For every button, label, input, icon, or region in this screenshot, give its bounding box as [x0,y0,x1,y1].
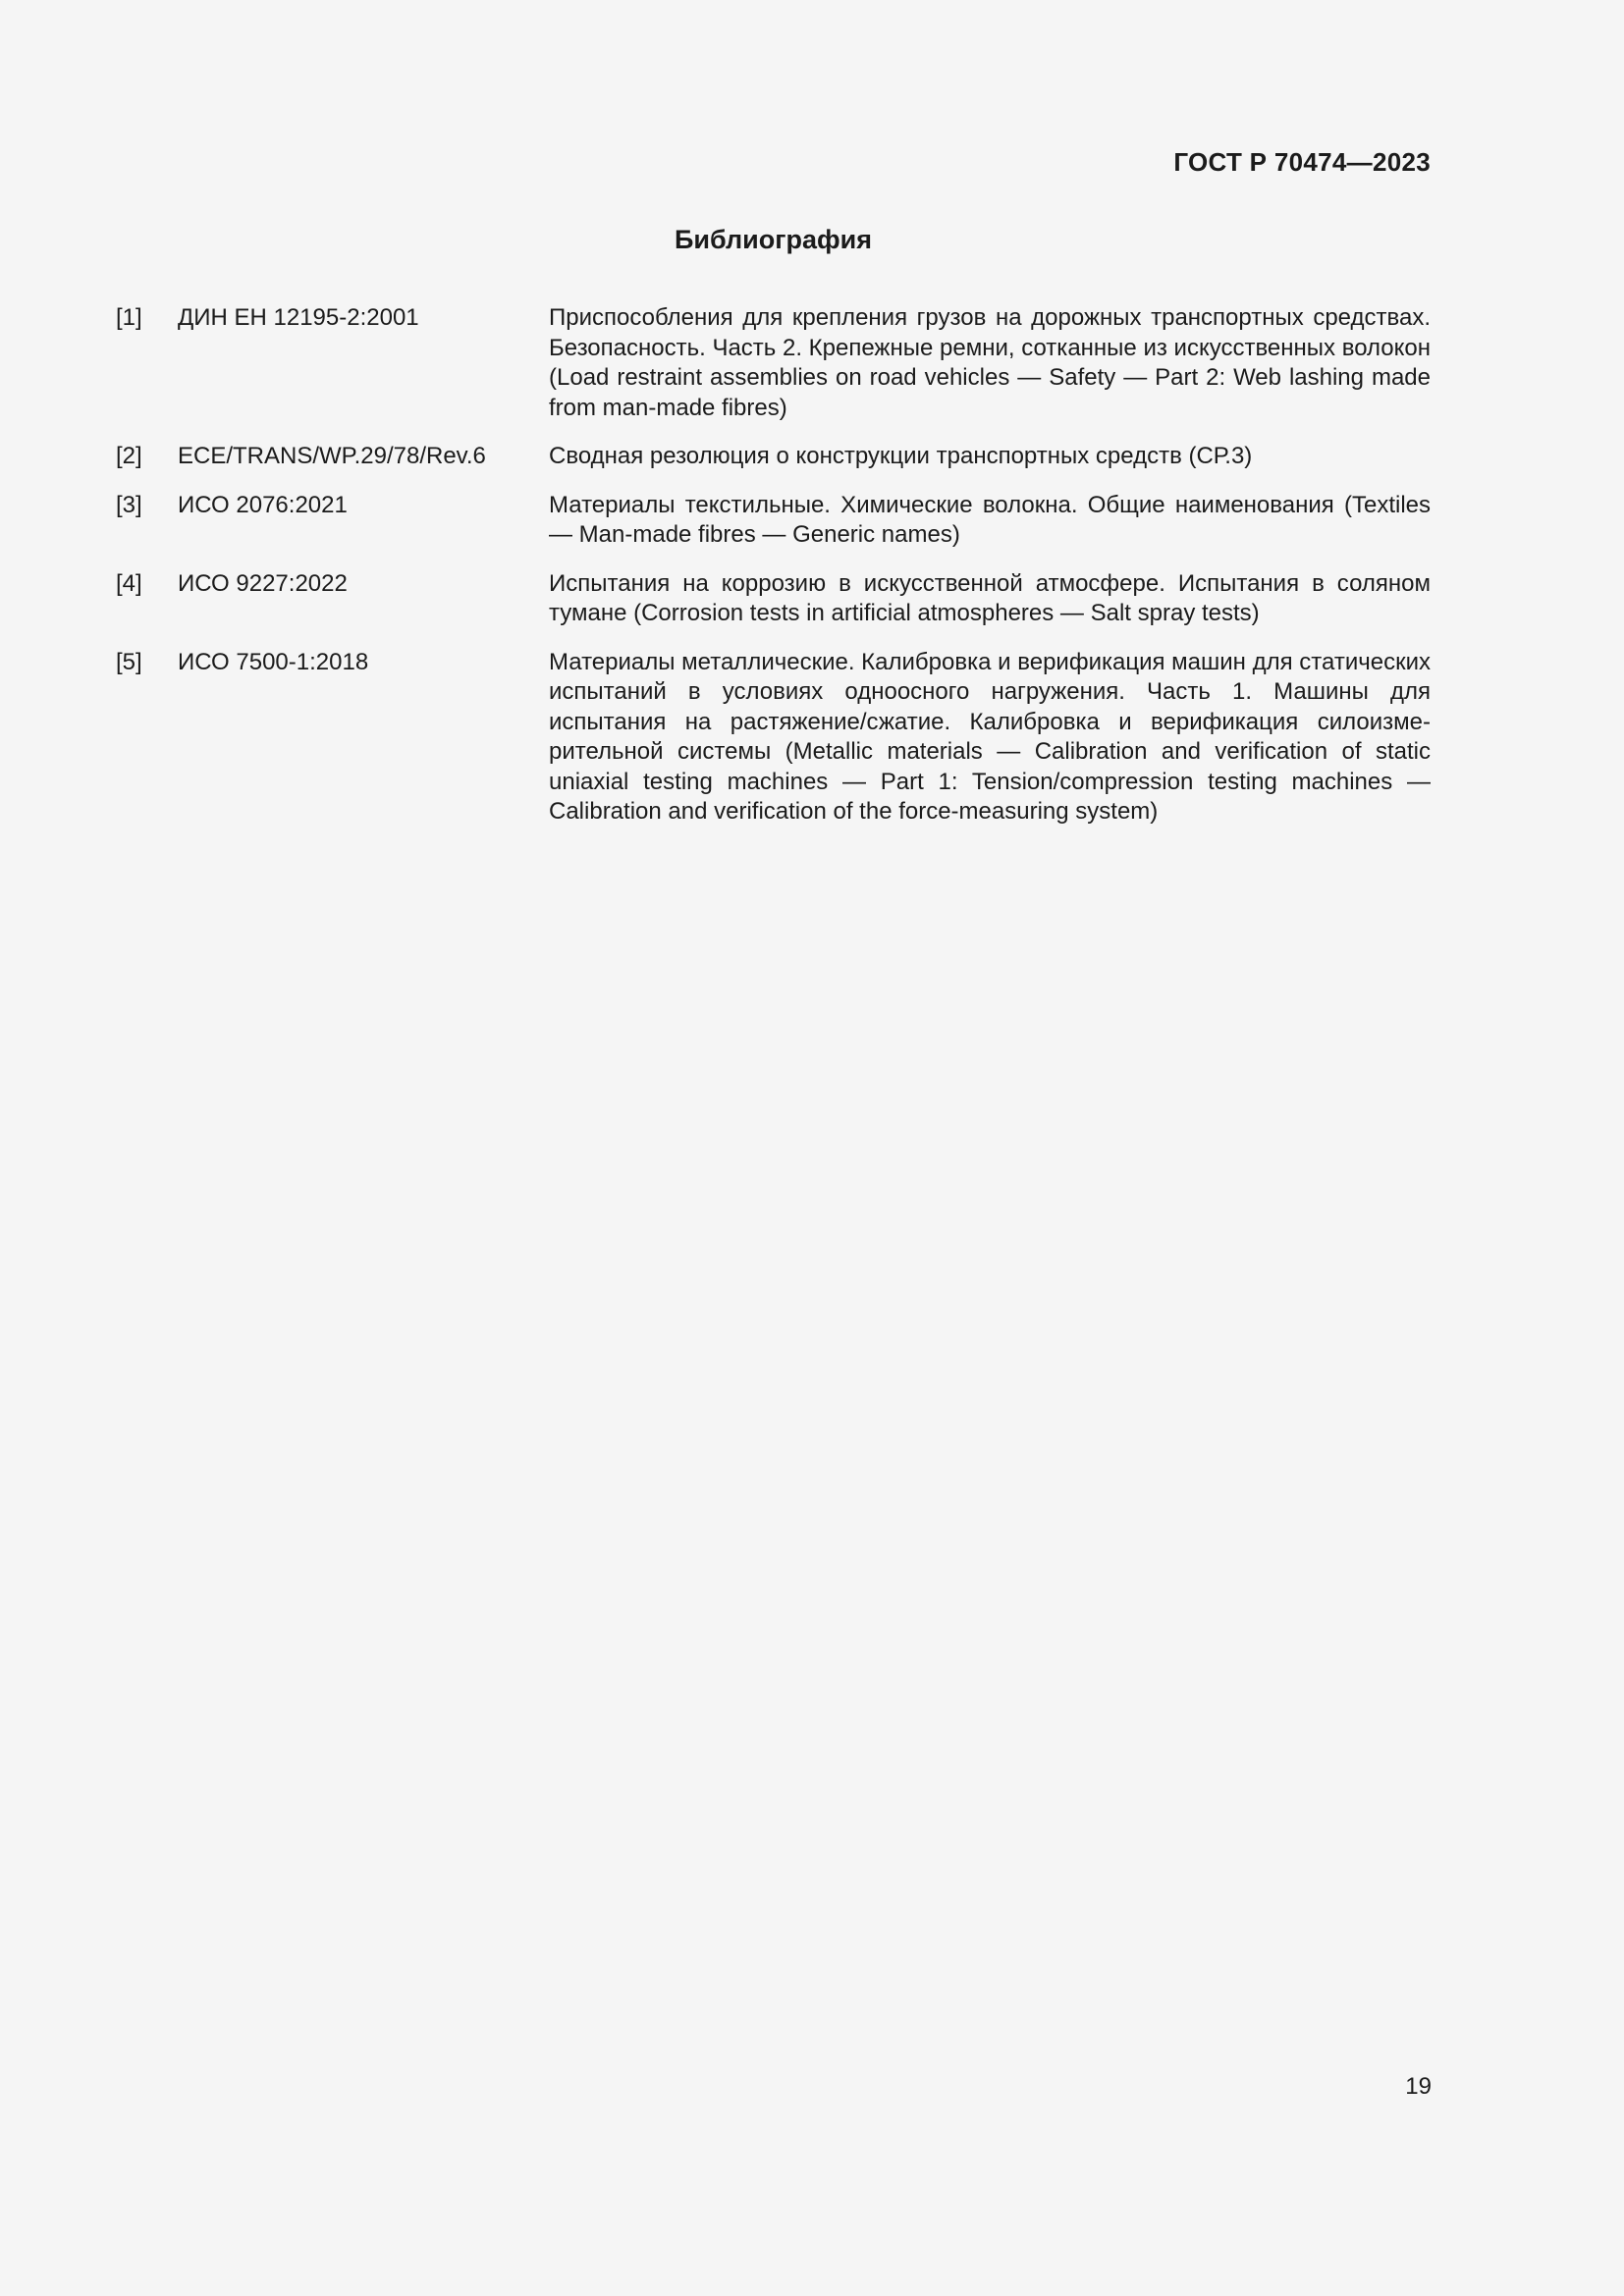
entry-number: [1] [116,304,142,331]
entry-reference: ИСО 2076:2021 [178,491,348,518]
entry-number: [5] [116,648,142,675]
entry-number: [2] [116,443,142,469]
bibliography-title: Библиография [675,225,872,254]
bibliography-entry [116,491,1431,551]
entry-description: Приспособления для крепления грузов на дорожных транспортных средствах. Безопасность. Часть 2. Крепежные ремни, сотканные из искусственных волокон (Load restraint assemblies on road vehicles — Safety — Part 2: Web lashing made from man-made fibres) [549,304,1431,421]
page-number: 19 [1405,2073,1432,2100]
document-code: ГОСТ Р 70474—2023 [1173,147,1431,177]
entry-reference: ДИН ЕН 12195-2:2001 [178,304,419,331]
bibliography-entry [116,648,1431,828]
entry-number: [3] [116,491,142,518]
bibliography-entry [116,442,1431,472]
entry-reference: ECE/TRANS/WP.29/78/Rev.6 [178,443,486,469]
entry-reference: ИСО 9227:2022 [178,569,348,597]
entry-number: [4] [116,569,142,597]
bibliography-entry [116,303,1431,423]
entry-reference: ИСО 7500-1:2018 [178,648,369,675]
entry-description: Сводная резолюция о конструкции транспортных средств (СР.3) [549,443,1253,469]
entry-description: Материалы текстильные. Химические волокна. Общие наименования (Textiles — Man-made fibres — Generic names) [549,491,1431,548]
bibliography-entry [116,569,1431,629]
entry-description: Материалы металлические. Калибровка и верификация машин для статических испытаний в условиях одноосного нагружения. Часть 1. Машины для испытания на растяжение/сжатие. Калибровка и верификация силоизмерительной системы (Metallic materials — Calibration and verification of static uniaxial testing machines — Part 1: Tension/compression testing machines — Calibration and verification of the force-measuring system) [549,648,1431,825]
bibliography-list [116,303,1431,846]
entry-description: Испытания на коррозию в искусственной атмосфере. Испытания в соляном тумане (Corrosion tests in artificial atmospheres — Salt spray tests) [549,569,1431,626]
